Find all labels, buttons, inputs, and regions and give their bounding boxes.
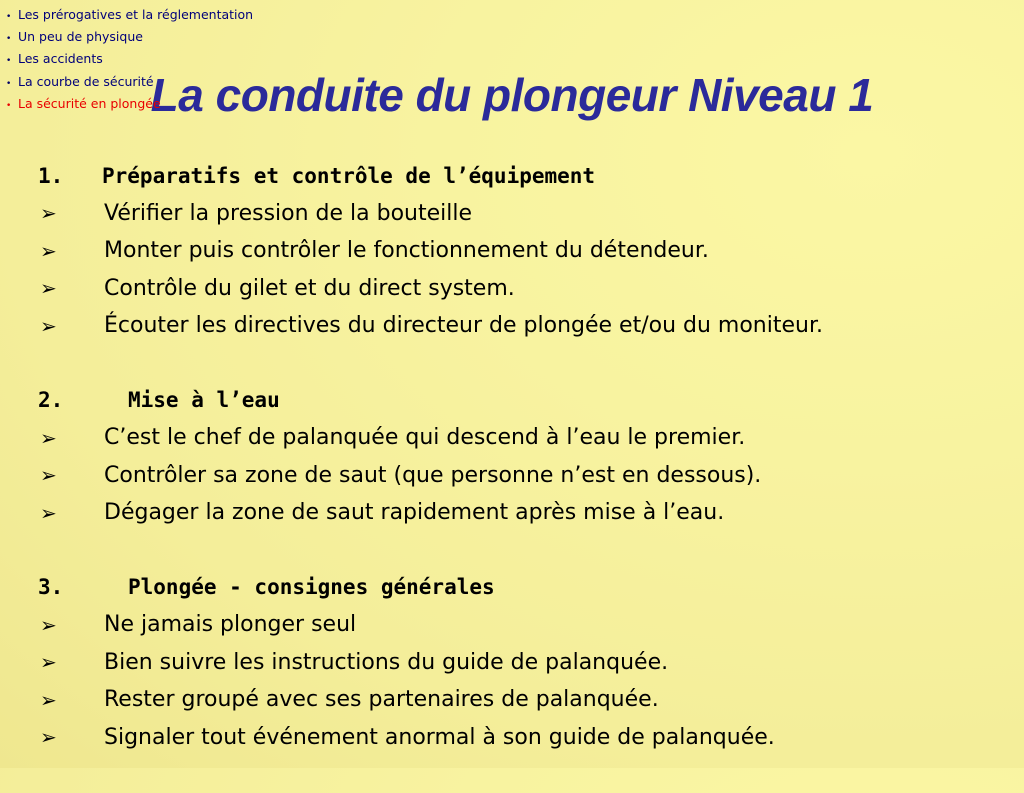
list-item-text: Écouter les directives du directeur de plongée et/ou du moniteur. (104, 313, 823, 339)
list-item (38, 307, 1013, 345)
section-heading (38, 382, 1013, 420)
list-item-text: Ne jamais plonger seul (104, 612, 357, 638)
list-item-text: Dégager la zone de saut rapidement après mise à l’eau. (104, 500, 725, 526)
bullet-dot-icon: • (6, 78, 12, 89)
arrow-bullet-icon: ➢ (40, 687, 57, 712)
list-item (38, 195, 1013, 233)
bullet-dot-icon: • (6, 12, 12, 22)
nav-item-label: Les accidents (18, 51, 103, 67)
list-item (38, 419, 1013, 457)
nav-item-label: Les prérogatives et la réglementation (18, 7, 254, 22)
list-item (38, 457, 1013, 495)
arrow-bullet-icon: ➢ (40, 725, 57, 750)
section-preparatifs (38, 157, 1013, 345)
arrow-bullet-icon: ➢ (40, 463, 57, 488)
list-item-text: Vérifier la pression de la bouteille (104, 200, 473, 226)
list-item-text: Bien suivre les instructions du guide de palanquée. (104, 649, 669, 675)
section-nav (6, 5, 253, 116)
section-number: 1. (38, 163, 64, 188)
section-label: Préparatifs et contrôle de l’équipement (102, 163, 596, 188)
bullet-dot-icon: • (6, 56, 12, 67)
list-item (38, 270, 1013, 308)
list-item (38, 681, 1013, 719)
section-heading (38, 157, 1013, 195)
section-consignes (38, 569, 1013, 757)
list-item-text: Rester groupé avec ses partenaires de palanquée. (104, 687, 659, 713)
nav-item-label: La courbe de sécurité (18, 73, 154, 89)
nav-item-accidents[interactable] (6, 49, 253, 71)
section-label: Mise à l’eau (128, 388, 280, 413)
list-item (38, 494, 1013, 532)
section-label: Plongée - consignes générales (128, 575, 495, 600)
arrow-bullet-icon: ➢ (40, 313, 57, 338)
bullet-dot-icon: • (6, 34, 12, 45)
section-number: 3. (38, 575, 64, 600)
nav-item-label: Un peu de physique (18, 29, 143, 45)
list-item (38, 232, 1013, 270)
arrow-bullet-icon: ➢ (40, 425, 57, 450)
section-number: 2. (38, 388, 64, 413)
arrow-bullet-icon: ➢ (40, 500, 57, 525)
list-item-text: Contrôle du gilet et du direct system. (104, 275, 515, 301)
list-item-text: C’est le chef de palanquée qui descend à l’eau le premier. (104, 425, 746, 451)
list-item-text: Signaler tout événement anormal à son guide de palanquée. (104, 724, 775, 750)
list-item-text: Contrôler sa zone de saut (que personne n’est en dessous). (104, 462, 762, 488)
arrow-bullet-icon: ➢ (40, 276, 57, 301)
arrow-bullet-icon: ➢ (40, 238, 57, 263)
list-item (38, 606, 1013, 644)
slide-content (38, 157, 1013, 793)
arrow-bullet-icon: ➢ (40, 612, 57, 637)
arrow-bullet-icon: ➢ (40, 650, 57, 675)
list-item (38, 719, 1013, 757)
nav-item-physique[interactable] (6, 27, 253, 49)
section-mise-a-l-eau (38, 382, 1013, 532)
list-item (38, 644, 1013, 682)
nav-item-prerogatives[interactable] (6, 5, 253, 27)
arrow-bullet-icon: ➢ (40, 201, 57, 226)
nav-item-securite[interactable] (6, 94, 253, 116)
nav-item-courbe[interactable] (6, 72, 253, 94)
bullet-dot-icon: • (6, 100, 12, 111)
list-item-text: Monter puis contrôler le fonctionnement du détendeur. (104, 238, 709, 264)
section-heading (38, 569, 1013, 607)
nav-item-label: La sécurité en plongée (18, 95, 161, 111)
slide-title: La conduite du plongeur Niveau 1 (150, 69, 874, 121)
